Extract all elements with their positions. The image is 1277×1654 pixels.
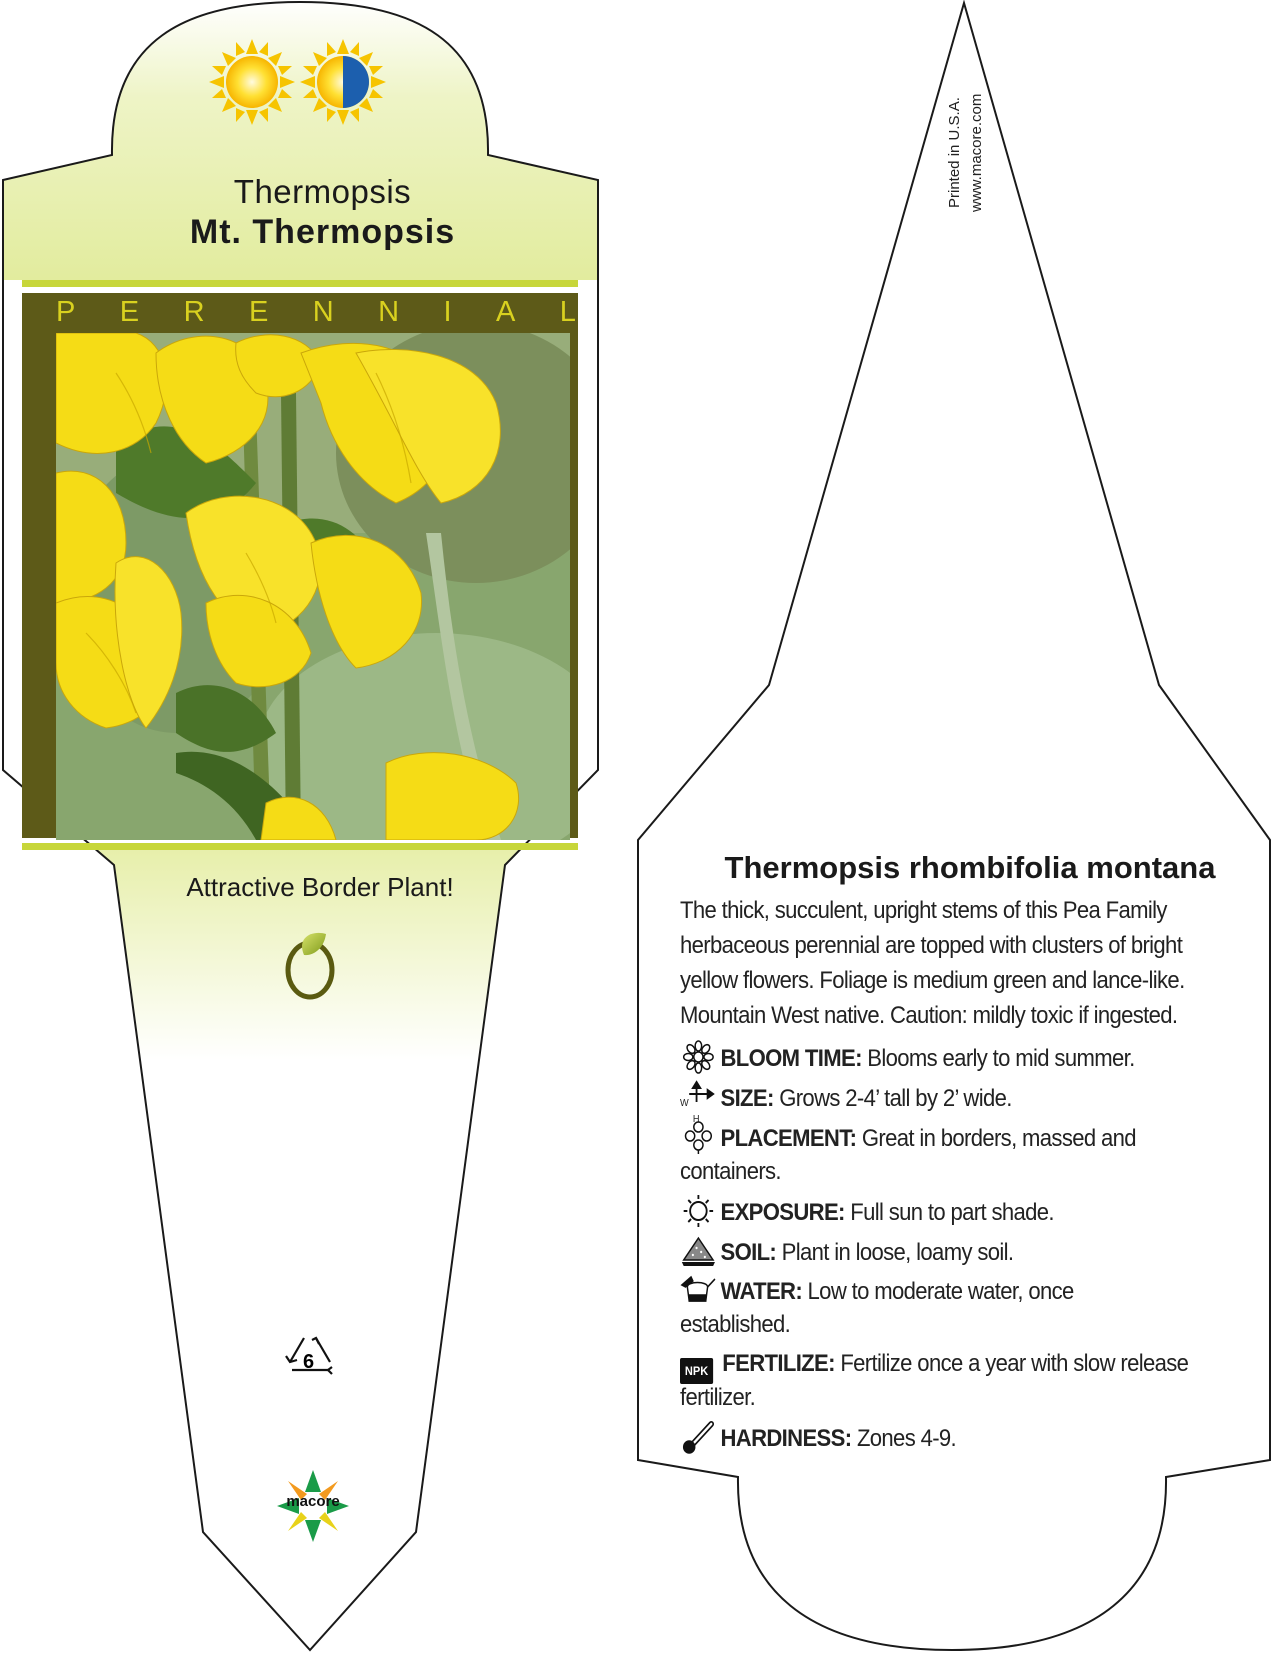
thermometer-icon [680, 1420, 717, 1454]
variety-name: Mt. Thermopsis [189, 213, 456, 251]
care-fertilize [680, 1346, 1232, 1384]
category-letter: R [183, 296, 205, 328]
care-label: EXPOSURE: [720, 1199, 845, 1226]
care-label: HARDINESS: [720, 1425, 852, 1452]
care-value: Low to moderate water, once [807, 1278, 1074, 1305]
category-letter: P [56, 296, 76, 328]
flower-icon [680, 1040, 717, 1074]
category-letter: A [496, 296, 516, 328]
care-value: Grows 2-4’ tall by 2’ wide. [779, 1085, 1012, 1112]
website: www.macore.com [968, 93, 985, 212]
brand-name: macore [286, 1493, 340, 1510]
care-label: BLOOM TIME: [720, 1045, 862, 1072]
category-letter: L [559, 296, 576, 328]
watering-can-icon [680, 1273, 717, 1307]
description-line: The thick, succulent, upright stems of this Pea Family [680, 897, 1167, 924]
care-label: SOIL: [720, 1239, 777, 1266]
care-size [680, 1080, 1232, 1125]
care-placement-cont: containers. [680, 1158, 781, 1185]
care-exposure [680, 1194, 1232, 1230]
care-soil [680, 1234, 1232, 1270]
category-banner [56, 296, 576, 332]
category-letter: N [312, 296, 334, 328]
size-icon: W H [680, 1080, 717, 1114]
care-fertilize-cont: fertilizer. [680, 1384, 756, 1411]
soil-icon [680, 1234, 717, 1268]
description-line: yellow flowers. Foliage is medium green and lance-like. [680, 967, 1185, 994]
care-value: Great in borders, massed and [861, 1125, 1136, 1152]
description [680, 893, 1232, 1033]
care-value: Plant in loose, loamy soil. [781, 1239, 1014, 1266]
care-value: Blooms early to mid summer. [867, 1045, 1135, 1072]
category-letter: E [119, 296, 140, 328]
category-letter: N [378, 296, 400, 328]
npk-icon: NPK [680, 1358, 713, 1384]
recycle-code: 6 [303, 1351, 315, 1373]
care-value: Fertilize once a year with slow release [840, 1350, 1189, 1377]
sun-icon [680, 1194, 717, 1228]
care-label: PLACEMENT: [720, 1125, 857, 1152]
care-label: SIZE: [720, 1085, 774, 1112]
care-label: WATER: [720, 1278, 803, 1305]
description-line: herbaceous perennial are topped with clusters of bright [680, 932, 1183, 959]
category-letter: E [248, 296, 269, 328]
care-water [680, 1273, 1232, 1309]
care-value: Full sun to part shade. [850, 1199, 1054, 1226]
care-hardiness [680, 1420, 1232, 1456]
care-bloom-time [680, 1040, 1232, 1076]
common-name: Thermopsis [233, 173, 412, 210]
description-line: Mountain West native. Caution: mildly toxic if ingested. [680, 1002, 1178, 1029]
care-water-cont: established. [680, 1311, 791, 1338]
care-placement [680, 1120, 1232, 1156]
printed-in-usa: Printed in U.S.A. [946, 97, 963, 208]
botanical-name: Thermopsis rhombifolia montana [724, 850, 1216, 885]
flower-photo [56, 323, 616, 873]
category-letter: I [443, 296, 452, 328]
care-label: FERTILIZE: [722, 1350, 835, 1377]
placement-icon [680, 1120, 717, 1154]
tagline: Attractive Border Plant! [186, 872, 454, 902]
care-value: Zones 4-9. [856, 1425, 957, 1452]
